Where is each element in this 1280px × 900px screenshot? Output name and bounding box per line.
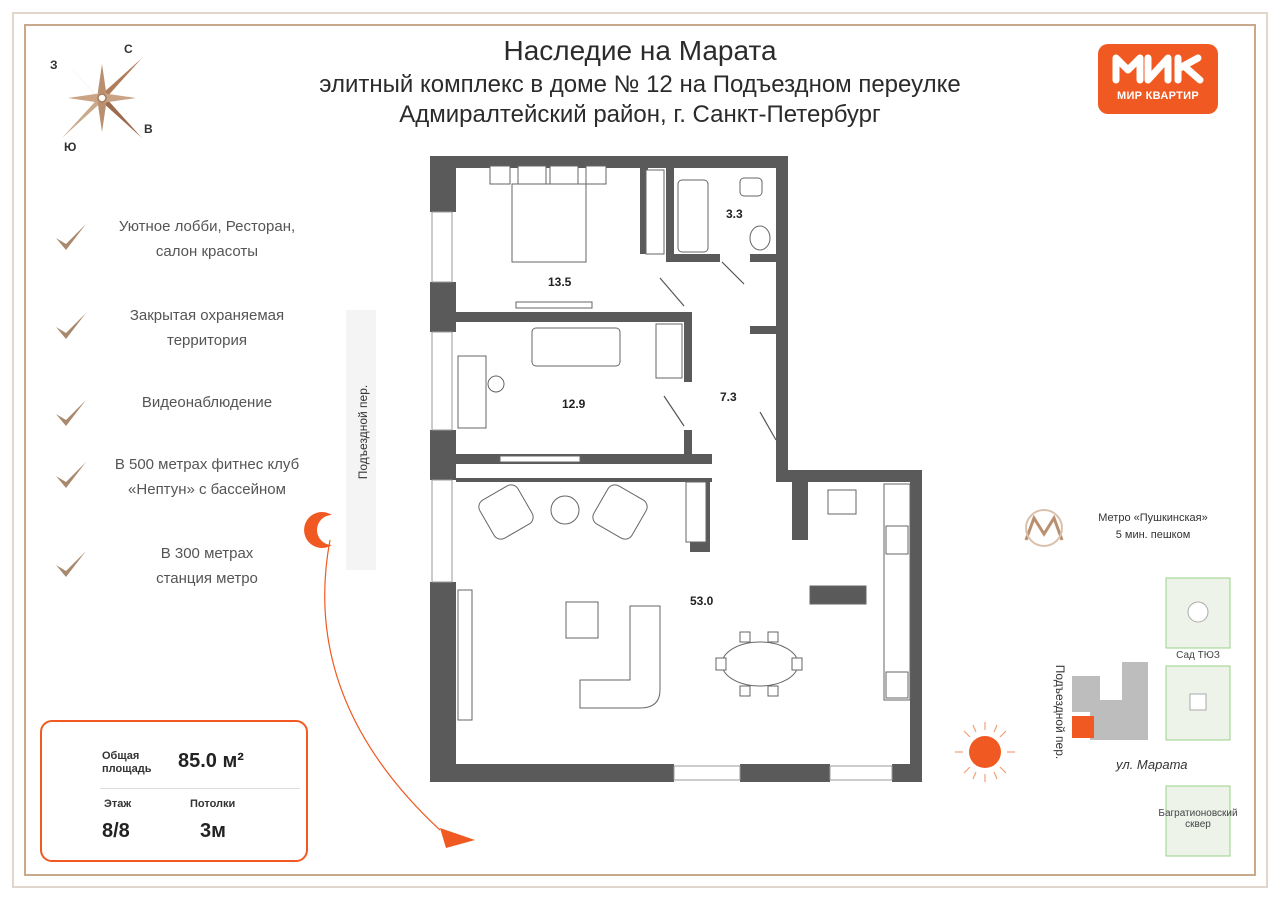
feature-line: В 300 метрах bbox=[160, 545, 254, 562]
room-area-living: 53.0 bbox=[690, 594, 714, 608]
street-label-marata: ул. Марата bbox=[1116, 757, 1188, 772]
metro-walk-time: 5 мин. пешком bbox=[1115, 529, 1191, 541]
feature-line: станция метро bbox=[156, 570, 258, 587]
ceiling-label: Потолки bbox=[190, 798, 236, 810]
floor-label: Этаж bbox=[104, 798, 132, 810]
area-value: 85.0 м² bbox=[178, 750, 244, 772]
room-area-study: 12.9 bbox=[562, 397, 586, 411]
garden-label-bagration: Багратионовский сквер bbox=[1158, 808, 1238, 830]
metro-info bbox=[1018, 505, 1238, 555]
sun-icon bbox=[955, 722, 1015, 782]
summary-card bbox=[40, 720, 308, 862]
study-furniture bbox=[458, 324, 682, 462]
summary-divider bbox=[100, 788, 300, 789]
logo-text: МИР КВАРТИР bbox=[1117, 90, 1199, 102]
street-label-podezd-map: Подъездной пер. bbox=[1053, 664, 1067, 760]
page-title: Наследие на Марата bbox=[503, 35, 777, 66]
sun-path-arc bbox=[325, 540, 440, 830]
page-location: Адмиралтейский район, г. Санкт-Петербург bbox=[399, 101, 881, 128]
ceiling-value: 3м bbox=[200, 820, 226, 842]
compass-south: Ю bbox=[64, 140, 77, 154]
feature-line: Закрытая охраняемая bbox=[129, 307, 285, 324]
feature-line: «Нептун» с бассейном bbox=[128, 481, 286, 498]
street-label-left: Подъездной пер. bbox=[356, 384, 370, 480]
feature-line: Видеонаблюдение bbox=[141, 394, 273, 411]
compass-east: В bbox=[144, 122, 153, 136]
compass-west: З bbox=[50, 58, 58, 72]
metro-station: Метро «Пушкинская» bbox=[1098, 512, 1208, 524]
room-area-bedroom: 13.5 bbox=[548, 275, 572, 289]
living-furniture bbox=[458, 482, 910, 720]
area-label: Общая площадь bbox=[102, 750, 152, 775]
feature-line: территория bbox=[167, 332, 247, 349]
room-area-hall: 7.3 bbox=[720, 390, 737, 404]
feature-line: салон красоты bbox=[155, 243, 259, 260]
bedroom-floor bbox=[455, 168, 780, 288]
feature-line: Уютное лобби, Ресторан, bbox=[118, 218, 296, 235]
feature-line: В 500 метрах фитнес клуб bbox=[114, 456, 300, 473]
compass-north: С bbox=[124, 42, 133, 56]
apartment-marker bbox=[1072, 716, 1094, 738]
direction-arrow-icon bbox=[440, 828, 475, 848]
page-subtitle: элитный комплекс в доме № 12 на Подъездном переулке bbox=[319, 71, 961, 98]
moon-icon bbox=[304, 512, 332, 548]
garden-label-tyuz: Сад ТЮЗ bbox=[1176, 650, 1220, 661]
floor-value: 8/8 bbox=[102, 820, 130, 842]
room-area-bathroom: 3.3 bbox=[726, 207, 743, 221]
